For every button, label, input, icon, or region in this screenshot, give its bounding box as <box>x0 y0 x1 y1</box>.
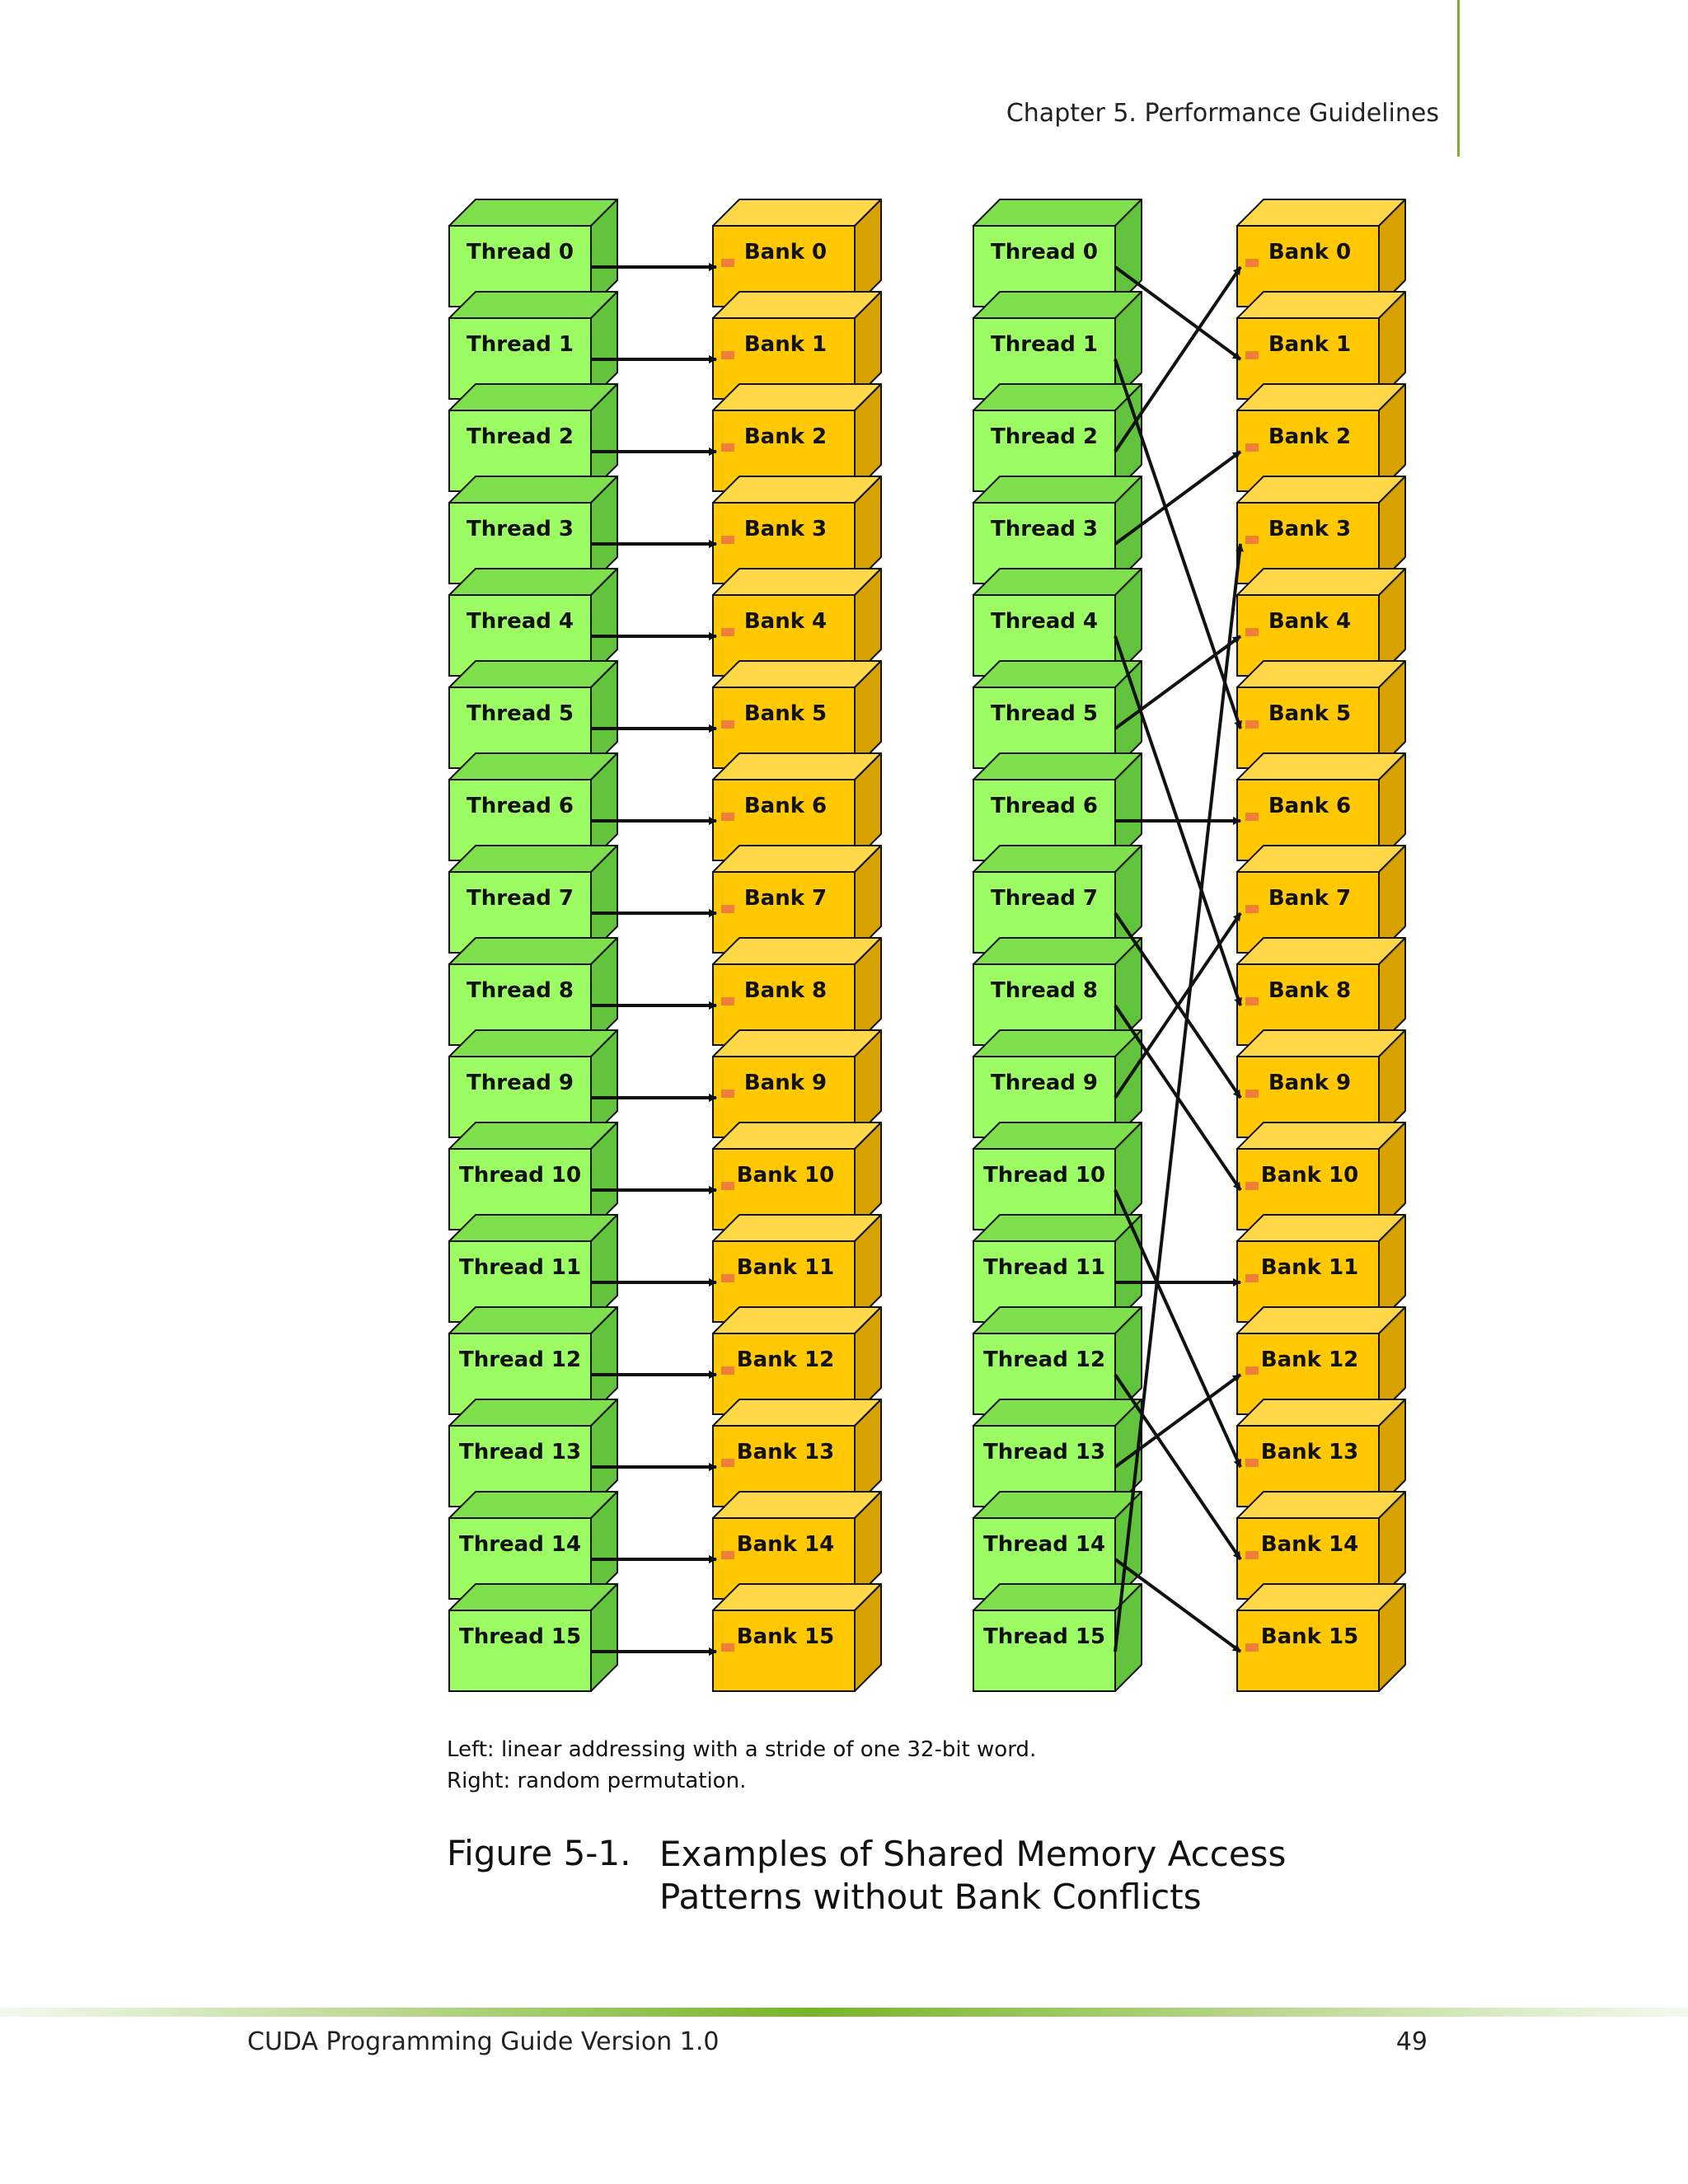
thread-box <box>449 1030 617 1137</box>
bank-top-face <box>713 1399 881 1426</box>
thread-box <box>449 199 617 307</box>
thread-top-face <box>973 1399 1142 1426</box>
bank-port-marker <box>1245 1551 1259 1559</box>
thread-front-face <box>973 1610 1115 1691</box>
thread-label: Thread 4 <box>991 609 1098 634</box>
thread-box <box>449 384 617 491</box>
bank-top-face <box>713 569 881 595</box>
bank-top-face <box>713 1584 881 1610</box>
caption-right: Right: random permutation. <box>447 1769 747 1793</box>
bank-box <box>713 199 881 307</box>
thread-front-face <box>449 1610 591 1691</box>
bank-port-marker <box>1245 720 1259 729</box>
bank-port-marker <box>1245 351 1259 359</box>
thread-top-face <box>973 1492 1142 1518</box>
bank-box <box>713 753 881 860</box>
bank-box <box>1237 753 1405 860</box>
thread-label: Thread 6 <box>991 794 1098 818</box>
thread-top-face <box>973 384 1142 410</box>
bank-port-marker <box>721 813 734 821</box>
thread-box <box>449 292 617 399</box>
bank-top-face <box>1237 476 1405 503</box>
bank-label: Bank 10 <box>736 1163 835 1188</box>
thread-label: Thread 14 <box>982 1532 1106 1557</box>
thread-label: Thread 3 <box>991 517 1098 541</box>
bank-box <box>1237 569 1405 676</box>
bank-label: Bank 2 <box>1268 424 1352 449</box>
thread-top-face <box>449 1030 617 1057</box>
thread-label: Thread 3 <box>467 517 574 541</box>
bank-label: Bank 11 <box>1260 1255 1359 1280</box>
thread-top-face <box>449 1215 617 1241</box>
footer-guide-title: CUDA Programming Guide Version 1.0 <box>247 2027 720 2056</box>
thread-label: Thread 0 <box>467 240 574 265</box>
bank-box <box>1237 1122 1405 1230</box>
thread-top-face <box>449 292 617 318</box>
thread-label: Thread 6 <box>467 794 574 818</box>
thread-label: Thread 2 <box>467 424 574 449</box>
bank-top-face <box>1237 1492 1405 1518</box>
bank-label: Bank 3 <box>1268 517 1352 541</box>
bank-port-marker <box>1245 1366 1259 1375</box>
page-number: 49 <box>1395 2027 1428 2056</box>
thread-top-face <box>973 1122 1142 1149</box>
thread-box <box>449 476 617 583</box>
boxes <box>973 199 1405 1691</box>
bank-label: Bank 9 <box>1268 1071 1352 1095</box>
thread-box <box>973 199 1142 307</box>
bank-label: Bank 13 <box>736 1440 835 1465</box>
thread-box <box>973 384 1142 491</box>
thread-top-face <box>449 1122 617 1149</box>
thread-top-face <box>449 384 617 410</box>
thread-box <box>973 846 1142 953</box>
bank-port-marker <box>721 1551 734 1559</box>
bank-label: Bank 14 <box>736 1532 835 1557</box>
thread-label: Thread 8 <box>467 978 574 1003</box>
bank-top-face <box>1237 1584 1405 1610</box>
bank-label: Bank 5 <box>1268 701 1352 726</box>
right-panel-permutation <box>973 199 1405 1691</box>
bank-label: Bank 6 <box>1268 794 1352 818</box>
bank-top-face <box>713 1122 881 1149</box>
bank-port-marker <box>721 259 734 267</box>
bank-label: Bank 2 <box>743 424 828 449</box>
bank-box <box>1237 661 1405 768</box>
thread-box <box>449 1492 617 1599</box>
bank-port-marker <box>721 905 734 913</box>
thread-top-face <box>449 1584 617 1610</box>
thread-top-face <box>973 569 1142 595</box>
thread-top-face <box>449 1307 617 1333</box>
thread-box <box>973 1122 1142 1230</box>
thread-top-face <box>449 1399 617 1426</box>
thread-box <box>449 569 617 676</box>
bank-port-marker <box>721 997 734 1005</box>
bank-label: Bank 12 <box>1260 1347 1359 1372</box>
thread-top-face <box>449 569 617 595</box>
bank-box <box>713 661 881 768</box>
bank-label: Bank 8 <box>743 978 828 1003</box>
thread-label: Thread 14 <box>458 1532 582 1557</box>
bank-label: Bank 15 <box>736 1624 835 1649</box>
bank-label: Bank 13 <box>1260 1440 1359 1465</box>
thread-box <box>449 846 617 953</box>
thread-top-face <box>973 1030 1142 1057</box>
bank-top-face <box>713 661 881 687</box>
thread-label: Thread 12 <box>458 1347 582 1372</box>
bank-top-face <box>713 476 881 503</box>
bank-box <box>713 1584 881 1691</box>
bank-port-marker <box>721 1643 734 1652</box>
thread-label: Thread 5 <box>467 701 574 726</box>
bank-port-marker <box>1245 1459 1259 1467</box>
bank-top-face <box>713 1030 881 1057</box>
thread-box <box>973 938 1142 1045</box>
thread-label: Thread 2 <box>991 424 1098 449</box>
thread-box <box>973 1030 1142 1137</box>
bank-port-marker <box>721 720 734 729</box>
bank-box <box>713 1492 881 1599</box>
bank-top-face <box>713 846 881 872</box>
thread-label: Thread 10 <box>982 1163 1106 1188</box>
bank-box <box>713 569 881 676</box>
bank-box <box>713 384 881 491</box>
bank-label: Bank 15 <box>1260 1624 1359 1649</box>
bank-top-face <box>1237 1307 1405 1333</box>
thread-label: Thread 13 <box>458 1440 582 1465</box>
bank-box <box>1237 846 1405 953</box>
thread-box <box>449 1584 617 1691</box>
bank-label: Bank 9 <box>743 1071 828 1095</box>
thread-top-face <box>449 199 617 226</box>
thread-box <box>973 661 1142 768</box>
figure-number: Figure 5-1. <box>447 1833 631 1873</box>
bank-top-face <box>1237 1399 1405 1426</box>
thread-top-face <box>449 846 617 872</box>
bank-port-marker <box>1245 259 1259 267</box>
caption-left: Left: linear addressing with a stride of one 32-bit word. <box>447 1737 1037 1762</box>
bank-label: Bank 3 <box>743 517 828 541</box>
bank-box <box>713 292 881 399</box>
thread-label: Thread 1 <box>467 332 574 357</box>
bank-port-marker <box>721 443 734 452</box>
thread-top-face <box>973 1215 1142 1241</box>
bank-port-marker <box>1245 1274 1259 1282</box>
thread-box <box>449 753 617 860</box>
bank-label: Bank 14 <box>1260 1532 1359 1557</box>
thread-label: Thread 13 <box>982 1440 1106 1465</box>
bank-port-marker <box>1245 1090 1259 1098</box>
bank-port-marker <box>721 628 734 636</box>
bank-box <box>713 1030 881 1137</box>
thread-label: Thread 5 <box>991 701 1098 726</box>
bank-box <box>1237 1307 1405 1414</box>
thread-label: Thread 4 <box>467 609 574 634</box>
thread-top-face <box>973 1584 1142 1610</box>
thread-box <box>449 1399 617 1507</box>
bank-box <box>713 1307 881 1414</box>
thread-box <box>449 938 617 1045</box>
bank-top-face <box>713 1215 881 1241</box>
bank-port-marker <box>1245 1643 1259 1652</box>
bank-label: Bank 12 <box>736 1347 835 1372</box>
chapter-header: Chapter 5. Performance Guidelines <box>1006 99 1439 128</box>
bank-port-marker <box>1245 443 1259 452</box>
thread-box <box>973 292 1142 399</box>
bank-port-marker <box>721 1182 734 1190</box>
footer-rule <box>0 2008 1688 2017</box>
bank-label: Bank 10 <box>1260 1163 1359 1188</box>
bank-top-face <box>1237 1215 1405 1241</box>
thread-label: Thread 15 <box>982 1624 1106 1649</box>
thread-box <box>449 1307 617 1414</box>
bank-label: Bank 1 <box>1268 332 1352 357</box>
bank-label: Bank 4 <box>743 609 828 634</box>
figure-title: Examples of Shared Memory Access Patterns without Bank Conflicts <box>659 1834 1287 1917</box>
thread-box <box>973 1492 1142 1599</box>
bank-top-face <box>1237 384 1405 410</box>
thread-box <box>449 1215 617 1322</box>
bank-box <box>713 1122 881 1230</box>
bank-top-face <box>1237 753 1405 780</box>
bank-label: Bank 8 <box>1268 978 1352 1003</box>
thread-label: Thread 8 <box>991 978 1098 1003</box>
thread-top-face <box>973 292 1142 318</box>
bank-top-face <box>713 753 881 780</box>
thread-box <box>973 1215 1142 1322</box>
bank-top-face <box>713 384 881 410</box>
bank-label: Bank 6 <box>743 794 828 818</box>
thread-top-face <box>449 661 617 687</box>
bank-box <box>1237 476 1405 583</box>
bank-label: Bank 5 <box>743 701 828 726</box>
bank-port-marker <box>721 351 734 359</box>
thread-top-face <box>449 1492 617 1518</box>
bank-port-marker <box>721 1090 734 1098</box>
thread-box <box>973 569 1142 676</box>
bank-box <box>1237 938 1405 1045</box>
thread-label: Thread 1 <box>991 332 1098 357</box>
thread-label: Thread 9 <box>467 1071 574 1095</box>
thread-top-face <box>449 938 617 964</box>
thread-box <box>973 1399 1142 1507</box>
bank-box <box>713 1215 881 1322</box>
thread-label: Thread 7 <box>467 886 574 911</box>
bank-port-marker <box>721 1459 734 1467</box>
thread-label: Thread 11 <box>982 1255 1106 1280</box>
bank-box <box>1237 1399 1405 1507</box>
bank-port-marker <box>1245 813 1259 821</box>
bank-top-face <box>713 1307 881 1333</box>
bank-label: Bank 7 <box>1268 886 1352 911</box>
thread-label: Thread 10 <box>458 1163 582 1188</box>
thread-box <box>973 1307 1142 1414</box>
bank-top-face <box>1237 938 1405 964</box>
thread-label: Thread 0 <box>991 240 1098 265</box>
thread-label: Thread 15 <box>458 1624 582 1649</box>
bank-port-marker <box>1245 1182 1259 1190</box>
bank-top-face <box>713 292 881 318</box>
bank-box <box>1237 1584 1405 1691</box>
bank-box <box>713 846 881 953</box>
bank-box <box>1237 384 1405 491</box>
thread-box <box>973 753 1142 860</box>
thread-label: Thread 9 <box>991 1071 1098 1095</box>
bank-port-marker <box>1245 628 1259 636</box>
bank-port-marker <box>1245 536 1259 544</box>
bank-label: Bank 0 <box>743 240 828 265</box>
thread-top-face <box>973 753 1142 780</box>
bank-top-face <box>1237 1122 1405 1149</box>
thread-box <box>449 1122 617 1230</box>
bank-top-face <box>1237 846 1405 872</box>
bank-top-face <box>713 938 881 964</box>
bank-port-marker <box>1245 997 1259 1005</box>
bank-label: Bank 0 <box>1268 240 1352 265</box>
thread-label: Thread 12 <box>982 1347 1106 1372</box>
bank-box <box>1237 1492 1405 1599</box>
bank-label: Bank 1 <box>743 332 828 357</box>
bank-box <box>713 1399 881 1507</box>
thread-box <box>449 661 617 768</box>
thread-label: Thread 7 <box>991 886 1098 911</box>
bank-top-face <box>1237 199 1405 226</box>
bank-top-face <box>1237 1030 1405 1057</box>
bank-box <box>1237 1030 1405 1137</box>
thread-top-face <box>973 846 1142 872</box>
thread-box <box>973 476 1142 583</box>
bank-label: Bank 4 <box>1268 609 1352 634</box>
bank-port-marker <box>721 1366 734 1375</box>
thread-top-face <box>973 938 1142 964</box>
thread-top-face <box>449 476 617 503</box>
thread-top-face <box>973 199 1142 226</box>
bank-top-face <box>1237 292 1405 318</box>
bank-port-marker <box>721 1274 734 1282</box>
thread-top-face <box>449 753 617 780</box>
bank-top-face <box>1237 661 1405 687</box>
bank-box <box>713 476 881 583</box>
bank-port-marker <box>721 536 734 544</box>
bank-label: Bank 7 <box>743 886 828 911</box>
bank-box <box>713 938 881 1045</box>
thread-label: Thread 11 <box>458 1255 582 1280</box>
bank-top-face <box>713 199 881 226</box>
bank-port-marker <box>1245 905 1259 913</box>
bank-box <box>1237 199 1405 307</box>
bank-box <box>1237 292 1405 399</box>
left-panel-linear <box>449 199 881 1691</box>
thread-top-face <box>973 476 1142 503</box>
bank-top-face <box>713 1492 881 1518</box>
bank-label: Bank 11 <box>736 1255 835 1280</box>
thread-top-face <box>973 1307 1142 1333</box>
thread-top-face <box>973 661 1142 687</box>
bank-box <box>1237 1215 1405 1322</box>
bank-top-face <box>1237 569 1405 595</box>
